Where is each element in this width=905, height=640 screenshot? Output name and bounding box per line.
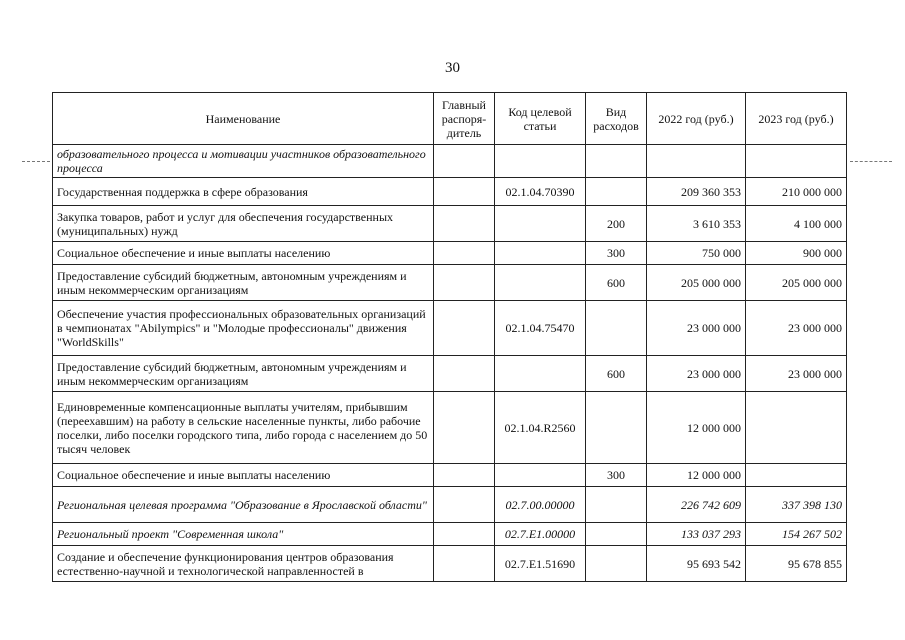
cell-kind: 600: [586, 265, 647, 301]
cell-2023: [746, 464, 847, 487]
table-row: [53, 265, 847, 301]
budget-table: [52, 92, 847, 582]
cell-2022: 226 742 609: [647, 487, 746, 523]
header-admin: Главный распоря- дитель: [434, 93, 495, 145]
cell-code: [495, 242, 586, 265]
right-dashed-line: [850, 161, 892, 162]
table-body: [53, 145, 847, 582]
cell-name: Региональная целевая программа "Образование в Ярославской области": [53, 487, 434, 523]
cell-2023: 900 000: [746, 242, 847, 265]
cell-kind: [586, 178, 647, 206]
left-dashed-line: [22, 161, 50, 162]
header-code: Код целевой статьи: [495, 93, 586, 145]
table-row: [53, 178, 847, 206]
cell-kind: [586, 301, 647, 356]
cell-kind: [586, 392, 647, 464]
page-number: 30: [445, 60, 460, 76]
cell-kind: 600: [586, 356, 647, 392]
cell-2023: 23 000 000: [746, 301, 847, 356]
table-row: [53, 523, 847, 546]
table-row: [53, 145, 847, 178]
cell-2022: 95 693 542: [647, 546, 746, 582]
table-row: [53, 301, 847, 356]
cell-2023: 4 100 000: [746, 206, 847, 242]
header-name: Наименование: [53, 93, 434, 145]
table-row: [53, 356, 847, 392]
cell-name: Региональный проект "Современная школа": [53, 523, 434, 546]
cell-code: [495, 145, 586, 178]
cell-2022: 23 000 000: [647, 301, 746, 356]
cell-code: 02.7.E1.51690: [495, 546, 586, 582]
cell-name: образовательного процесса и мотивации участников образовательного процесса: [53, 145, 434, 178]
cell-2023: [746, 392, 847, 464]
cell-2023: [746, 145, 847, 178]
cell-admin: [434, 206, 495, 242]
cell-2022: [647, 145, 746, 178]
cell-admin: [434, 487, 495, 523]
cell-code: [495, 265, 586, 301]
cell-name: Единовременные компенсационные выплаты учителям, прибывшим (переехавшим) на работу в сельские населенные пункты, либо рабочие поселки, либо поселки городского типа, либо города с населением до 50 тысяч человек: [53, 392, 434, 464]
table-row: [53, 487, 847, 523]
cell-admin: [434, 178, 495, 206]
cell-name: Государственная поддержка в сфере образования: [53, 178, 434, 206]
table-row: [53, 392, 847, 464]
cell-code: 02.1.04.70390: [495, 178, 586, 206]
cell-admin: [434, 242, 495, 265]
cell-2022: 12 000 000: [647, 464, 746, 487]
cell-code: 02.7.00.00000: [495, 487, 586, 523]
cell-2022: 750 000: [647, 242, 746, 265]
cell-code: [495, 464, 586, 487]
cell-kind: [586, 523, 647, 546]
cell-name: Предоставление субсидий бюджетным, автономным учреждениям и иным некоммерческим организациям: [53, 265, 434, 301]
cell-code: [495, 206, 586, 242]
cell-2023: 210 000 000: [746, 178, 847, 206]
table-header-row: [53, 93, 847, 145]
header-2023: 2023 год (руб.): [746, 93, 847, 145]
cell-2023: 23 000 000: [746, 356, 847, 392]
cell-admin: [434, 523, 495, 546]
cell-code: 02.1.04.75470: [495, 301, 586, 356]
cell-kind: 200: [586, 206, 647, 242]
cell-2022: 133 037 293: [647, 523, 746, 546]
table-row: [53, 242, 847, 265]
table-row: [53, 464, 847, 487]
cell-admin: [434, 145, 495, 178]
cell-admin: [434, 392, 495, 464]
header-2022: 2022 год (руб.): [647, 93, 746, 145]
cell-2023: 154 267 502: [746, 523, 847, 546]
cell-admin: [434, 265, 495, 301]
cell-2022: 209 360 353: [647, 178, 746, 206]
cell-code: 02.1.04.R2560: [495, 392, 586, 464]
cell-2023: 205 000 000: [746, 265, 847, 301]
cell-2022: 12 000 000: [647, 392, 746, 464]
header-kind: Вид расходов: [586, 93, 647, 145]
table-row: [53, 206, 847, 242]
cell-code: 02.7.E1.00000: [495, 523, 586, 546]
cell-name: Социальное обеспечение и иные выплаты населению: [53, 464, 434, 487]
cell-kind: 300: [586, 464, 647, 487]
cell-admin: [434, 356, 495, 392]
cell-kind: [586, 487, 647, 523]
cell-kind: 300: [586, 242, 647, 265]
cell-2023: 95 678 855: [746, 546, 847, 582]
cell-name: Обеспечение участия профессиональных образовательных организаций в чемпионатах "Abilympics" и "Молодые профессионалы" движения "WorldSkills": [53, 301, 434, 356]
cell-kind: [586, 145, 647, 178]
cell-2022: 205 000 000: [647, 265, 746, 301]
cell-2022: 3 610 353: [647, 206, 746, 242]
cell-admin: [434, 464, 495, 487]
cell-admin: [434, 546, 495, 582]
cell-name: Создание и обеспечение функционирования центров образования естественно-научной и технологической направленностей в: [53, 546, 434, 582]
cell-name: Социальное обеспечение и иные выплаты населению: [53, 242, 434, 265]
cell-admin: [434, 301, 495, 356]
cell-name: Предоставление субсидий бюджетным, автономным учреждениям и иным некоммерческим организациям: [53, 356, 434, 392]
cell-code: [495, 356, 586, 392]
cell-name: Закупка товаров, работ и услуг для обеспечения государственных (муниципальных) нужд: [53, 206, 434, 242]
cell-2023: 337 398 130: [746, 487, 847, 523]
cell-kind: [586, 546, 647, 582]
table-row: [53, 546, 847, 582]
cell-2022: 23 000 000: [647, 356, 746, 392]
